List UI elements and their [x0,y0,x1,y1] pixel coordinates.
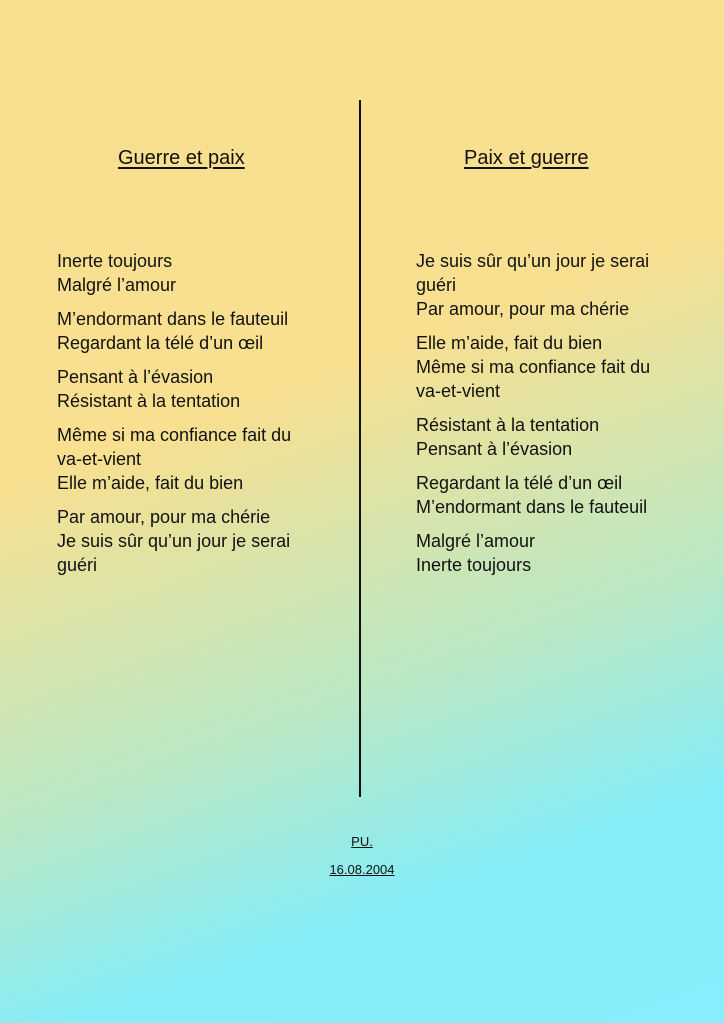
poem-line: Elle m’aide, fait du bien [416,333,603,353]
stanza [416,529,676,577]
author-text: PU. [351,834,373,849]
stanza [57,423,317,495]
poem-line: Je suis sûr qu’un jour je serai guéri [416,251,650,295]
poem-line: Malgré l’amour [57,275,177,295]
right-poem-stanzas [416,249,676,587]
poem-line: Résistant à la tentation [57,391,241,411]
poem-line: Je suis sûr qu’un jour je serai guéri [57,531,291,575]
stanza [57,249,317,297]
poem-line: Regardant la télé d’un œil [57,333,264,353]
poem-line: Résistant à la tentation [416,415,600,435]
date-text: 16.08.2004 [329,862,395,877]
poem-line: Même si ma confiance fait du va-et-vient [416,357,651,401]
stanza [416,471,676,519]
stanza [416,331,676,403]
poem-line: M’endormant dans le fauteuil [57,309,289,329]
poem-line: Regardant la télé d’un œil [416,473,623,493]
poem-date [0,862,724,877]
column-divider [359,100,361,797]
poem-line: Pensant à l’évasion [57,367,214,387]
poem-line: Inerte toujours [57,251,173,271]
stanza [57,505,317,577]
stanza [416,413,676,461]
poem-line: Elle m’aide, fait du bien [57,473,244,493]
stanza [57,307,317,355]
poem-line: Pensant à l’évasion [416,439,573,459]
right-poem-title: Paix et guerre [464,147,589,169]
poem-line: Par amour, pour ma chérie [57,507,271,527]
stanza [57,365,317,413]
poem-line: Par amour, pour ma chérie [416,299,630,319]
poem-line: Même si ma confiance fait du va-et-vient [57,425,292,469]
poem-line: Malgré l’amour [416,531,536,551]
author-signature [0,834,724,849]
poem-line: M’endormant dans le fauteuil [416,497,648,517]
poem-line: Inerte toujours [416,555,532,575]
stanza [416,249,676,321]
left-poem-stanzas [57,249,317,587]
left-poem-title: Guerre et paix [118,147,245,169]
